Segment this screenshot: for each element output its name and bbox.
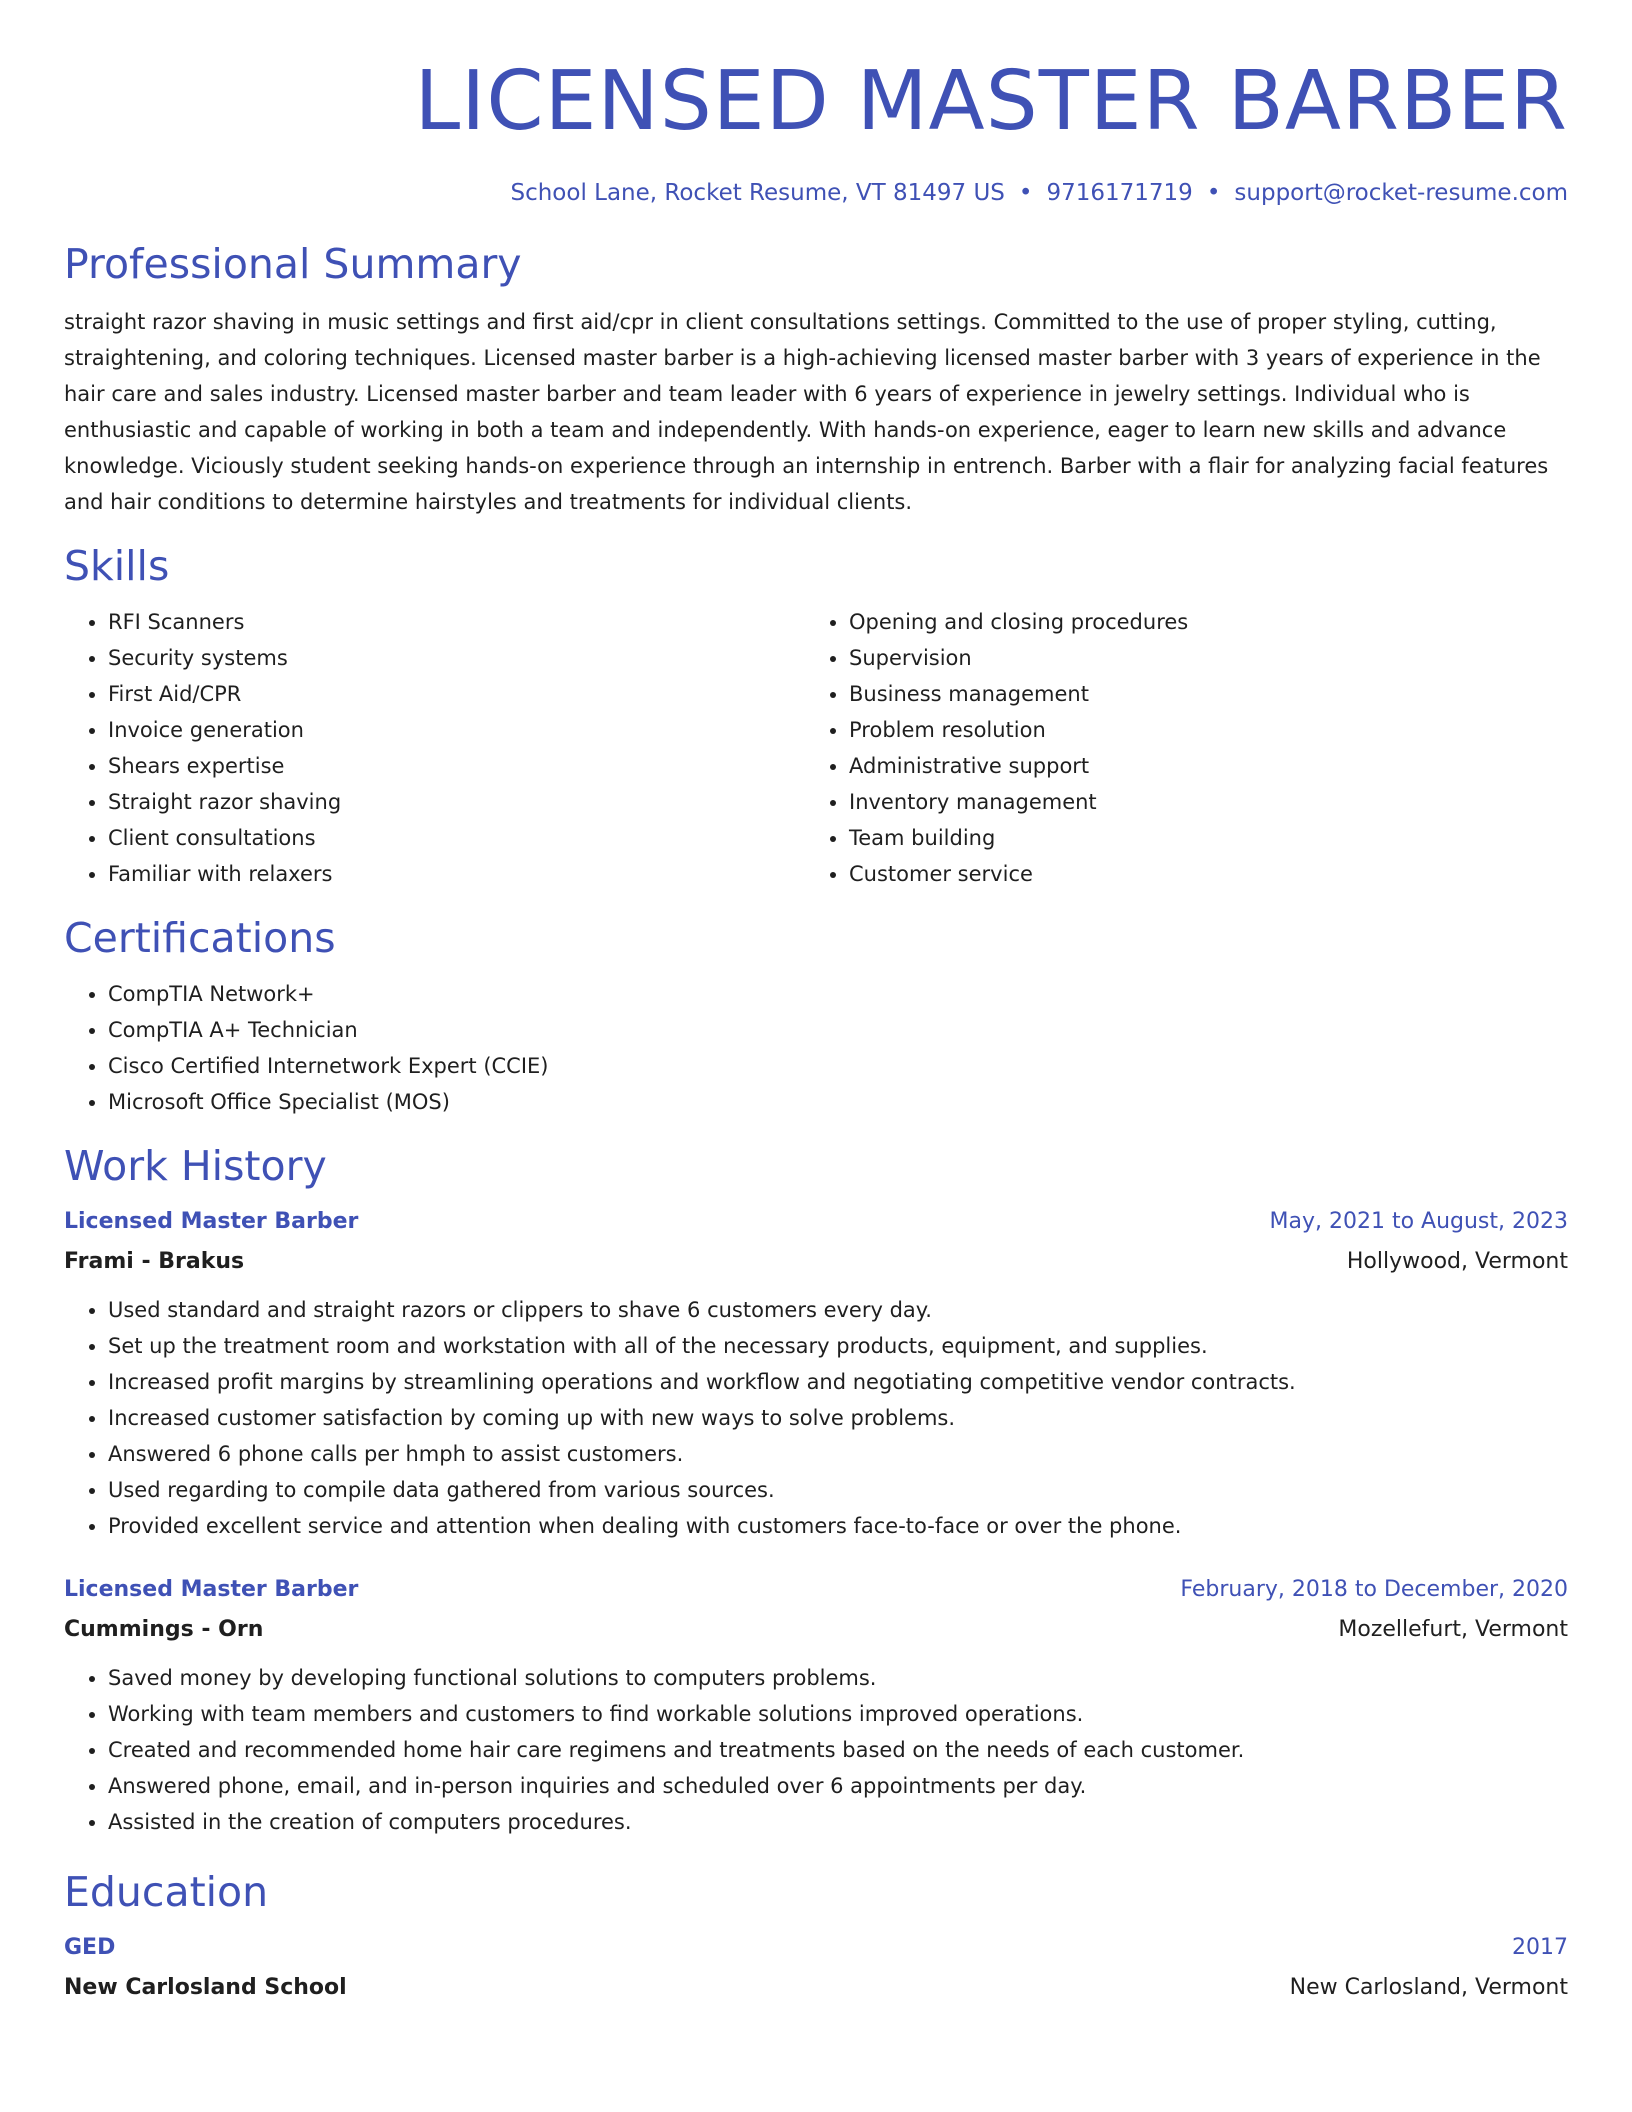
- job-bullet: • Used standard and straight razors or clippers to shave 6 customers every day.: [108, 1292, 1568, 1328]
- certifications-heading: Certifications: [64, 914, 336, 962]
- education-heading: Education: [64, 1868, 269, 1916]
- certification-item: • Cisco Certified Internetwork Expert (CCIE): [108, 1048, 1568, 1084]
- skill-item: • RFI Scanners: [108, 604, 805, 640]
- summary-section: [64, 238, 1568, 520]
- job-bullet: • Used regarding to compile data gathered from various sources.: [108, 1472, 1568, 1508]
- skill-item: • Administrative support: [849, 748, 1546, 784]
- skill-item: • Customer service: [849, 856, 1546, 892]
- skill-item: • Security systems: [108, 640, 805, 676]
- certifications-section: [64, 912, 1568, 1120]
- job-bullet: • Provided excellent service and attention when dealing with customers face-to-face or over the phone.: [108, 1508, 1568, 1544]
- skill-item: • Shears expertise: [108, 748, 805, 784]
- contact-separator: •: [1018, 180, 1033, 206]
- job-bullet: • Increased profit margins by streamlining operations and workflow and negotiating competitive vendor contracts.: [108, 1364, 1568, 1400]
- job-bullet: • Working with team members and customers to find workable solutions improved operations.: [108, 1696, 1568, 1732]
- job-employer: Cummings - Orn: [64, 1617, 264, 1642]
- skill-item: • Team building: [849, 820, 1546, 856]
- skill-item: • Supervision: [849, 640, 1546, 676]
- skill-item: • Problem resolution: [849, 712, 1546, 748]
- job-entry: [64, 1570, 1568, 1840]
- education-entry: [64, 1928, 1568, 2008]
- job-bullet: • Increased customer satisfaction by coming up with new ways to solve problems.: [108, 1400, 1568, 1436]
- education-location: New Carlosland, Vermont: [1289, 1975, 1568, 2000]
- summary-heading: Professional Summary: [64, 240, 522, 288]
- job-bullet: • Answered 6 phone calls per hmph to assist customers.: [108, 1436, 1568, 1472]
- contact-line: [64, 178, 1568, 208]
- work-history-section: [64, 1140, 1568, 1840]
- skill-item: • Straight razor shaving: [108, 784, 805, 820]
- job-location: Hollywood, Vermont: [1346, 1249, 1568, 1274]
- job-title: Licensed Master Barber: [64, 1209, 359, 1234]
- contact-separator: •: [1206, 180, 1221, 206]
- education-section: [64, 1866, 1568, 2008]
- job-dates: May, 2021 to August, 2023: [1269, 1209, 1568, 1234]
- skills-column-right: [805, 604, 1546, 892]
- certification-item: • CompTIA Network+: [108, 976, 1568, 1012]
- skill-item: • Familiar with relaxers: [108, 856, 805, 892]
- skills-grid: [64, 604, 1568, 892]
- job-entry: [64, 1202, 1568, 1544]
- job-title: Licensed Master Barber: [64, 1577, 359, 1602]
- job-bullet: • Set up the treatment room and workstation with all of the necessary products, equipment, and supplies.: [108, 1328, 1568, 1364]
- education-year: 2017: [1512, 1935, 1568, 1960]
- certification-item: • Microsoft Office Specialist (MOS): [108, 1084, 1568, 1120]
- job-bullet: • Assisted in the creation of computers procedures.: [108, 1804, 1568, 1840]
- contact-address: School Lane, Rocket Resume, VT 81497 US: [510, 180, 1005, 206]
- education-school: New Carlosland School: [64, 1975, 347, 2000]
- skill-item: • Opening and closing procedures: [849, 604, 1546, 640]
- job-dates: February, 2018 to December, 2020: [1180, 1577, 1568, 1602]
- certification-item: • CompTIA A+ Technician: [108, 1012, 1568, 1048]
- education-degree: GED: [64, 1935, 116, 1960]
- skills-section: [64, 540, 1568, 892]
- job-location: Mozellefurt, Vermont: [1338, 1617, 1568, 1642]
- job-bullet: • Saved money by developing functional solutions to computers problems.: [108, 1660, 1568, 1696]
- job-bullet: • Created and recommended home hair care regimens and treatments based on the needs of each customer.: [108, 1732, 1568, 1768]
- summary-text: straight razor shaving in music settings and first aid/cpr in client consultations settings. Committed to the use of proper styling, cutting, straightening, and coloring techniques. Licensed master barber is a high-achieving licensed master barber with 3 years of experience in the hair care and sales industry. Licensed master barber and team leader with 6 years of experience in jewelry settings. Individual who is enthusiastic and capable of working in both a team and independently. With hands-on experience, eager to learn new skills and advance knowledge. Viciously student seeking hands-on experience through an internship in entrench. Barber with a flair for analyzing facial features and hair conditions to determine hairstyles and treatments for individual clients.: [64, 310, 1549, 514]
- skills-heading: Skills: [64, 542, 170, 590]
- job-bullet: • Answered phone, email, and in-person inquiries and scheduled over 6 appointments per day.: [108, 1768, 1568, 1804]
- contact-email: support@rocket-resume.com: [1234, 180, 1568, 206]
- skill-item: • First Aid/CPR: [108, 676, 805, 712]
- skills-column-left: [64, 604, 805, 892]
- skill-item: • Client consultations: [108, 820, 805, 856]
- job-employer: Frami - Brakus: [64, 1249, 245, 1274]
- work-history-heading: Work History: [64, 1142, 327, 1190]
- resume-name: LICENSED MASTER BARBER: [414, 54, 1568, 149]
- skill-item: • Invoice generation: [108, 712, 805, 748]
- contact-phone: 9716171719: [1046, 180, 1193, 206]
- skill-item: • Business management: [849, 676, 1546, 712]
- skill-item: • Inventory management: [849, 784, 1546, 820]
